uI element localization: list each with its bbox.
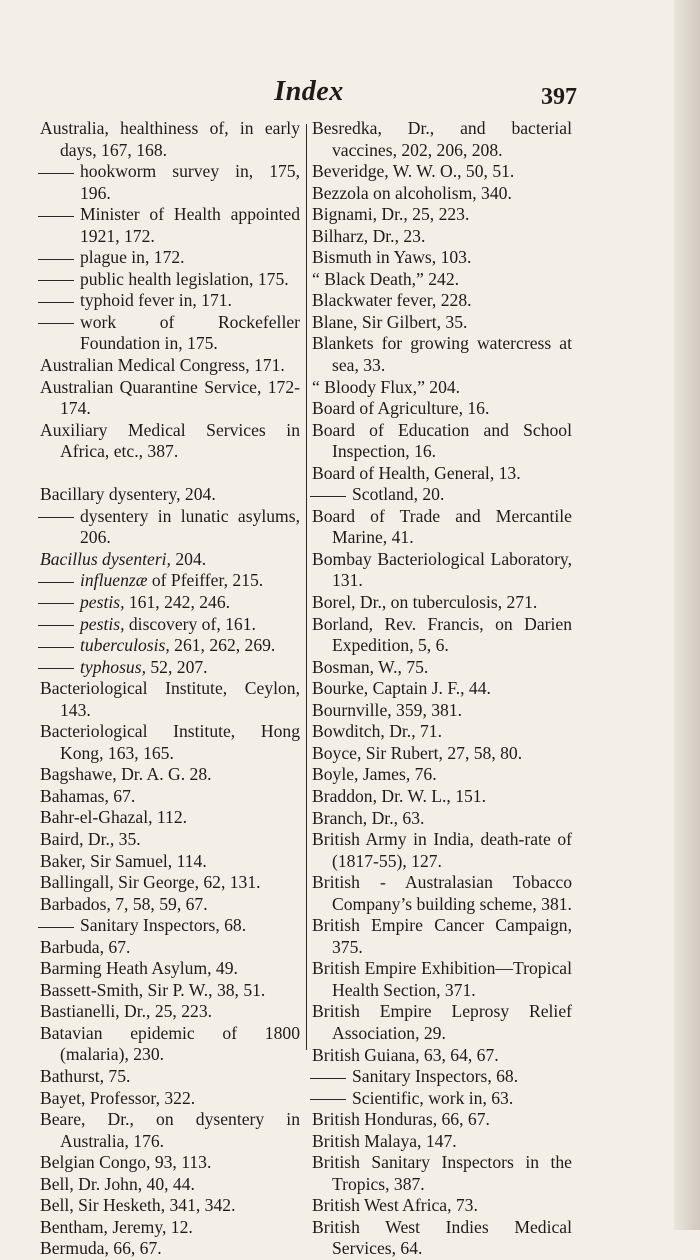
entry-text: “ Black Death,” 242. (312, 268, 460, 289)
index-entry (40, 1088, 300, 1110)
index-entry (312, 183, 572, 205)
entry-text: Barbados, 7, 58, 59, 67. (40, 893, 208, 914)
index-entry (40, 420, 300, 463)
entry-text: Belgian Congo, 93, 113. (40, 1152, 212, 1173)
index-subentry (40, 570, 300, 592)
entry-text: Bassett-Smith, Sir P. W., 38, 51. (40, 979, 266, 1000)
repeat-dash (38, 603, 74, 604)
entry-text: work of Rockefeller Foundation in, 175. (80, 311, 300, 354)
index-entry (40, 1174, 300, 1196)
entry-text: British Empire Cancer Campaign, 375. (312, 915, 572, 957)
index-entry (40, 958, 300, 980)
page-title: Index (274, 76, 344, 107)
entry-text: Minister of Health appointed 1921, 172. (80, 204, 300, 246)
index-entry (312, 161, 572, 183)
index-entry (312, 226, 572, 248)
entry-text: Board of Agriculture, 16. (312, 398, 490, 419)
index-entry (312, 333, 572, 376)
index-entry (312, 915, 572, 958)
index-entry (40, 1066, 300, 1088)
entry-text: discovery of, 161. (124, 613, 256, 634)
entry-text: Blane, Sir Gilbert, 35. (312, 311, 468, 332)
index-entry (40, 807, 300, 829)
entry-text: Bilharz, Dr., 23. (312, 225, 426, 246)
index-entry (40, 355, 300, 377)
entry-text: Board of Education and School Inspection, 16. (312, 419, 572, 462)
entry-text: British West Indies Medical Services, 64. (312, 1216, 572, 1259)
entry-text: Beare, Dr., on dysentery in Australia, 176. (40, 1109, 300, 1151)
entry-text: Borland, Rev. Francis, on Darien Expedition, 5, 6. (312, 613, 572, 656)
entry-text: Bentham, Jeremy, 12. (40, 1216, 193, 1237)
repeat-dash (38, 517, 74, 518)
entry-text: Australian Medical Congress, 171. (40, 355, 285, 376)
index-entry (312, 764, 572, 786)
index-entry (40, 1238, 300, 1260)
index-subentry (312, 1066, 572, 1088)
repeat-dash (38, 323, 74, 324)
section-gap (40, 463, 300, 485)
index-entry (40, 1001, 300, 1023)
index-entry (312, 872, 572, 915)
index-entry (312, 657, 572, 679)
italic-term: influenzæ (80, 570, 148, 591)
entry-text: Borel, Dr., on tuberculosis, 271. (312, 592, 538, 613)
index-entry (312, 1131, 572, 1153)
column-divider (306, 124, 307, 1050)
entry-text: British West Africa, 73. (312, 1195, 478, 1216)
index-entry (312, 312, 572, 334)
entry-text: Bombay Bacteriological Laboratory, 131. (312, 548, 572, 591)
entry-text: Bastianelli, Dr., 25, 223. (40, 1001, 213, 1022)
entry-text: Board of Health, General, 13. (312, 462, 521, 483)
repeat-dash (38, 647, 74, 648)
index-entry (312, 1152, 572, 1195)
index-entry (40, 118, 300, 161)
index-subentry (40, 592, 300, 614)
entry-text: Bermuda, 66, 67. (40, 1238, 162, 1259)
entry-text: Bacteriological Institute, Ceylon, 143. (40, 678, 300, 720)
index-entry (40, 1195, 300, 1217)
entry-text: Bezzola on alcoholism, 340. (312, 182, 512, 203)
index-subentry (40, 657, 300, 679)
index-entry (312, 958, 572, 1001)
index-entry (312, 377, 572, 399)
entry-text: 161, 242, 246. (124, 591, 231, 612)
index-entry (40, 678, 300, 721)
entry-text: hookworm survey in, 175, 196. (80, 161, 300, 203)
page-number: 397 (541, 84, 577, 110)
entry-text: Besredka, Dr., and bacterial vaccines, 202, 206, 208. (312, 118, 572, 160)
entry-text: Braddon, Dr. W. L., 151. (312, 785, 486, 806)
italic-term: typhosus, (80, 656, 146, 677)
entry-text: Bahr-el-Ghazal, 112. (40, 807, 188, 828)
entry-text: 204. (170, 548, 207, 569)
entry-text: Bismuth in Yaws, 103. (312, 247, 472, 268)
entry-text: Boyle, James, 76. (312, 764, 437, 785)
index-entry (40, 1217, 300, 1239)
entry-text: Bagshawe, Dr. A. G. 28. (40, 764, 212, 785)
index-entry (312, 614, 572, 657)
entry-text: 261, 262, 269. (169, 635, 276, 656)
entry-text: 52, 207. (145, 656, 208, 677)
entry-text: Bahamas, 67. (40, 785, 136, 806)
entry-text: Bosman, W., 75. (312, 656, 429, 677)
entry-text: Barming Heath Asylum, 49. (40, 958, 238, 979)
index-entry (40, 1109, 300, 1152)
index-subentry (40, 614, 300, 636)
index-entry (40, 764, 300, 786)
index-entry (40, 1152, 300, 1174)
index-column-right (312, 118, 572, 1260)
entry-text: Blackwater fever, 228. (312, 290, 472, 311)
entry-text: British Empire Exhibition—Tropical Health Section, 371. (312, 958, 572, 1000)
index-entry (40, 851, 300, 873)
entry-text: Barbuda, 67. (40, 936, 131, 957)
entry-text: Bignami, Dr., 25, 223. (312, 204, 470, 225)
entry-text: Australia, healthiness of, in early days, 167, 168. (40, 118, 300, 160)
italic-term: pestis, (80, 591, 125, 612)
entry-text: Sanitary Inspectors, 68. (80, 915, 247, 936)
index-entry (312, 269, 572, 291)
index-entry (40, 549, 300, 571)
index-subentry (40, 247, 300, 269)
index-subentry (40, 506, 300, 549)
index-entry (312, 506, 572, 549)
index-entry (312, 290, 572, 312)
entry-text: Bourke, Captain J. F., 44. (312, 678, 491, 699)
index-entry (40, 872, 300, 894)
index-entry (312, 204, 572, 226)
entry-text: British Sanitary Inspectors in the Tropics, 387. (312, 1152, 572, 1194)
index-entry (312, 786, 572, 808)
index-subentry (312, 484, 572, 506)
entry-text: Sanitary Inspectors, 68. (352, 1066, 519, 1087)
repeat-dash (38, 927, 74, 928)
entry-text: public health legislation, 175. (80, 268, 289, 289)
repeat-dash (38, 668, 74, 669)
entry-text: dysentery in lunatic asylums, 206. (80, 505, 300, 548)
entry-text: Board of Trade and Mercantile Marine, 41. (312, 505, 572, 548)
entry-text: Baird, Dr., 35. (40, 829, 141, 849)
index-entry (40, 377, 300, 420)
index-subentry (40, 635, 300, 657)
repeat-dash (38, 582, 74, 583)
index-entry (312, 700, 572, 722)
entry-text: Bayet, Professor, 322. (40, 1087, 196, 1108)
index-entry (312, 1195, 572, 1217)
index-subentry (40, 290, 300, 312)
index-subentry (40, 161, 300, 204)
entry-text: of Pfeiffer, 215. (147, 570, 264, 591)
italic-term: Bacillus dysenteri, (40, 548, 171, 569)
entry-text: Blankets for growing watercress at sea, 33. (312, 333, 572, 376)
index-subentry (312, 1088, 572, 1110)
repeat-dash (310, 496, 346, 497)
entry-text: Bell, Dr. John, 40, 44. (40, 1173, 195, 1194)
index-entry (40, 721, 300, 764)
index-entry (40, 980, 300, 1002)
repeat-dash (38, 280, 74, 281)
index-subentry (40, 204, 300, 247)
entry-text: Branch, Dr., 63. (312, 807, 425, 828)
entry-text: Bacillary dysentery, 204. (40, 484, 216, 505)
index-entry (312, 721, 572, 743)
repeat-dash (38, 302, 74, 303)
entry-text: Australian Quarantine Service, 172-174. (40, 376, 300, 419)
repeat-dash (310, 1078, 346, 1079)
index-subentry (40, 269, 300, 291)
entry-text: plague in, 172. (80, 247, 185, 268)
repeat-dash (310, 1099, 346, 1100)
entry-text: Bowditch, Dr., 71. (312, 721, 442, 742)
index-entry (40, 829, 300, 851)
index-entry (312, 592, 572, 614)
index-entry (312, 1217, 572, 1260)
index-entry (312, 398, 572, 420)
entry-text: Bournville, 359, 381. (312, 699, 463, 720)
index-entry (312, 743, 572, 765)
entry-text: Boyce, Sir Rubert, 27, 58, 80. (312, 742, 523, 763)
repeat-dash (38, 625, 74, 626)
entry-text: typhoid fever in, 171. (80, 290, 232, 311)
entry-text: “ Bloody Flux,” 204. (312, 376, 461, 397)
entry-text: British - Australasian Tobacco Company’s building scheme, 381. (312, 872, 572, 914)
repeat-dash (38, 173, 74, 174)
index-entry (312, 420, 572, 463)
index-entry (40, 484, 300, 506)
entry-text: Bathurst, 75. (40, 1066, 131, 1087)
italic-term: pestis, (80, 613, 125, 634)
repeat-dash (38, 216, 74, 217)
index-entry (312, 808, 572, 830)
index-entry (312, 1109, 572, 1131)
index-entry (312, 829, 572, 872)
entry-text: Auxiliary Medical Services in Africa, etc., 387. (40, 419, 300, 462)
index-entry (312, 1001, 572, 1044)
entry-text: Scotland, 20. (352, 484, 445, 505)
index-subentry (40, 312, 300, 355)
entry-text: Bell, Sir Hesketh, 341, 342. (40, 1195, 236, 1216)
entry-text: British Guiana, 63, 64, 67. (312, 1044, 499, 1065)
index-entry (40, 937, 300, 959)
index-column-left (40, 118, 300, 1260)
page-edge-shadow (674, 0, 700, 1230)
index-entry (312, 247, 572, 269)
entry-text: British Empire Leprosy Relief Association, 29. (312, 1001, 572, 1043)
entry-text: Beveridge, W. W. O., 50, 51. (312, 161, 515, 182)
index-entry (40, 786, 300, 808)
entry-text: Scientific, work in, 63. (352, 1087, 514, 1108)
entry-text: British Malaya, 147. (312, 1130, 457, 1151)
repeat-dash (38, 259, 74, 260)
entry-text: British Honduras, 66, 67. (312, 1109, 490, 1130)
index-entry (40, 1023, 300, 1066)
index-entry (312, 118, 572, 161)
index-entry (312, 1045, 572, 1067)
entry-text: Bacteriological Institute, Hong Kong, 163, 165. (40, 721, 300, 763)
index-entry (40, 894, 300, 916)
entry-text: Baker, Sir Samuel, 114. (40, 850, 207, 871)
entry-text: Ballingall, Sir George, 62, 131. (40, 872, 261, 893)
index-entry (312, 678, 572, 700)
entry-text: Batavian epidemic of 1800 (malaria), 230. (40, 1022, 300, 1065)
italic-term: tuberculosis, (80, 635, 170, 656)
entry-text: British Army in India, death-rate of (1817-55), 127. (312, 829, 572, 871)
index-entry (312, 463, 572, 485)
index-subentry (40, 915, 300, 937)
index-entry (312, 549, 572, 592)
